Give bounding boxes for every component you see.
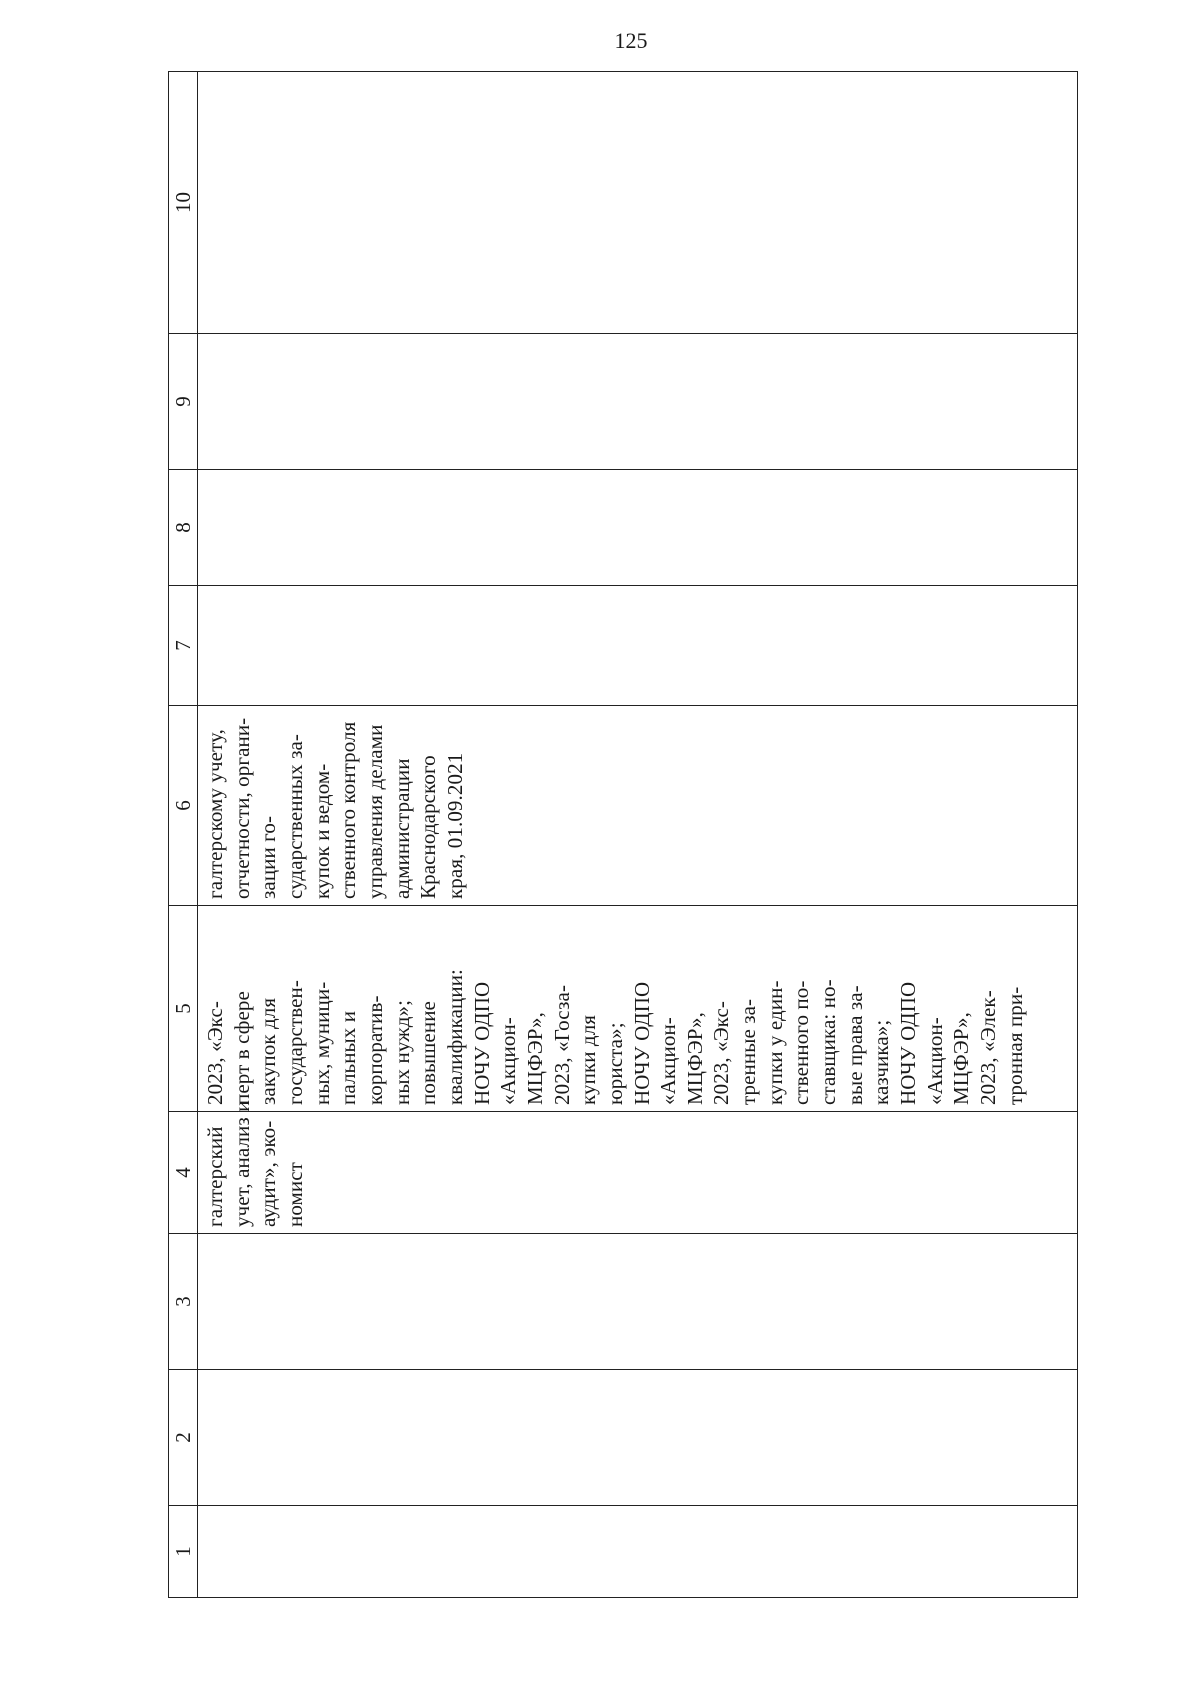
column-header: 4 <box>169 1112 198 1234</box>
cell-text-line: сударственных за- <box>282 734 307 899</box>
table-cell <box>198 334 1078 470</box>
cell-text-line: учет, анализ и <box>229 1100 254 1227</box>
cell-text-line: галтерскому учету, <box>203 729 227 899</box>
cell-text-line: купок и ведом- <box>309 763 334 899</box>
column-header: 9 <box>169 334 198 470</box>
column-header: 3 <box>169 1234 198 1370</box>
cell-text-line: аудит», эко- <box>256 1120 281 1227</box>
cell-text-line: купки у един- <box>762 980 787 1105</box>
cell-text-line: повышение <box>416 1001 441 1105</box>
cell-text-line: 2023, «Госза- <box>549 984 574 1105</box>
cell-text-line: зации го- <box>256 815 281 899</box>
cell-text-line: отчетности, органи- <box>229 717 254 899</box>
cell-text-line: галтерский <box>203 1126 227 1227</box>
cell-text-line: НОЧУ ОДПО <box>896 981 921 1105</box>
table-cell <box>198 906 1078 1112</box>
cell-text-line: тронная при- <box>1002 986 1027 1105</box>
cell-text-line: МЦФЭР», <box>949 1012 974 1105</box>
data-table <box>168 71 1078 1598</box>
cell-text-line: края, 01.09.2021 <box>442 752 467 899</box>
column-header: 2 <box>169 1370 198 1506</box>
column-header: 6 <box>169 706 198 906</box>
cell-text-line: управления делами <box>362 724 387 899</box>
cell-text-line: «Акцион- <box>922 1017 947 1105</box>
cell-text-line: корпоратив- <box>362 995 387 1105</box>
cell-text-line: тренные за- <box>736 998 761 1105</box>
cell-text-line: МЦФЭР», <box>522 1012 547 1105</box>
table-row <box>198 72 1078 1598</box>
table-cell <box>198 1370 1078 1506</box>
cell-text-line: ственного контроля <box>336 721 361 899</box>
cell-text-line: перт в сфере <box>229 991 254 1105</box>
table-cell <box>198 1234 1078 1370</box>
cell-text-line: Краснодарского <box>416 755 441 899</box>
table-cell <box>198 1506 1078 1598</box>
cell-text-line: 2023, «Экс- <box>203 1001 227 1105</box>
column-header: 10 <box>169 72 198 334</box>
cell-text-line: вые права за- <box>842 985 867 1105</box>
column-header: 7 <box>169 586 198 706</box>
cell-text-line: администрации <box>389 758 414 899</box>
cell-text-line: закупок для <box>256 997 281 1105</box>
cell-text-line: НОЧУ ОДПО <box>629 981 654 1105</box>
rotated-table-container <box>168 72 1078 1598</box>
cell-text-line: юриста»; <box>602 1022 627 1105</box>
table-cell <box>198 1100 1078 1234</box>
cell-text-line: номист <box>282 1162 307 1227</box>
page-number: 125 <box>614 28 648 53</box>
cell-text-line: ных, муници- <box>309 981 334 1105</box>
table-cell <box>198 72 1078 334</box>
cell-text-line: «Акцион- <box>496 1017 521 1105</box>
cell-text-line: 2023, «Экс- <box>709 1001 734 1105</box>
cell-text-line: НОЧУ ОДПО <box>469 981 494 1105</box>
column-header: 1 <box>169 1506 198 1598</box>
header-row <box>169 72 198 1598</box>
table-cell <box>198 706 1078 906</box>
cell-text-line: «Акцион- <box>656 1017 681 1105</box>
cell-text-line: государствен- <box>282 980 307 1105</box>
cell-text-line: купки для <box>576 1014 601 1105</box>
cell-text-line: квалификации: <box>442 969 467 1105</box>
table-cell <box>198 586 1078 706</box>
cell-text-line: ставщика: но- <box>816 979 841 1105</box>
table-frame <box>168 72 1078 1598</box>
cell-text-line: пальных и <box>336 1010 361 1105</box>
cell-text-line: МЦФЭР», <box>682 1012 707 1105</box>
column-header: 5 <box>169 906 198 1112</box>
table-cell <box>198 470 1078 586</box>
cell-text-line: казчика»; <box>869 1019 894 1105</box>
cell-text-line: ственного по- <box>789 980 814 1105</box>
cell-text-line: 2023, «Элек- <box>976 990 1001 1105</box>
cell-text-line: ных нужд»; <box>389 999 414 1105</box>
column-header: 8 <box>169 470 198 586</box>
